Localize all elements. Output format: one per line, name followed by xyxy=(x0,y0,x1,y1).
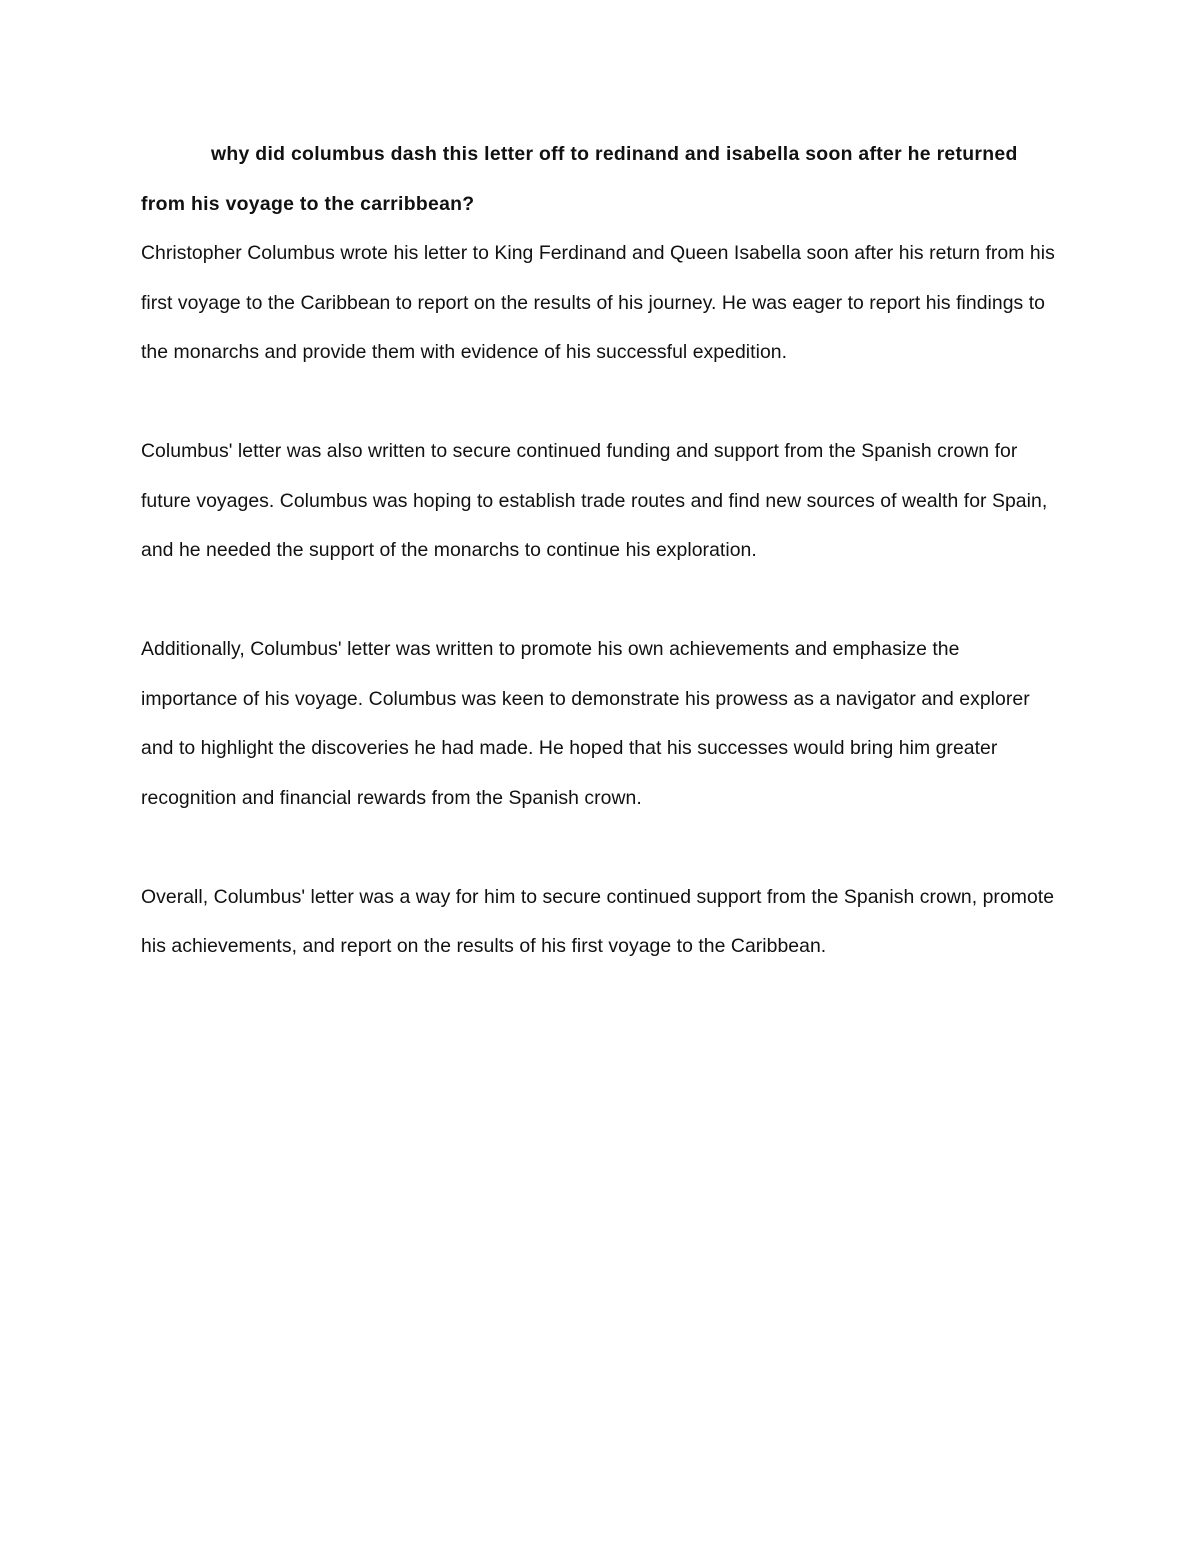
answer-paragraph-4: Overall, Columbus' letter was a way for him to secure continued support from the Spanish crown, promote his achievements, and report on the results of his first voyage to the Caribbean. xyxy=(141,885,1055,957)
answer-paragraph-1: Christopher Columbus wrote his letter to King Ferdinand and Queen Isabella soon after his return from his first voyage to the Caribbean to report on the results of his journey. He was eager to report his findings to the monarchs and provide them with evidence of his successful expedition. xyxy=(141,242,1055,363)
answer-paragraph-3: Additionally, Columbus' letter was written to promote his own achievements and emphasize the importance of his voyage. Columbus was keen to demonstrate his prowess as a navigator and explorer and to highlight the discoveries he had made. He hoped that his successes would bring him greater recognition and financial rewards from the Spanish crown. xyxy=(141,638,1030,809)
document-body xyxy=(141,130,1061,1021)
question-heading: why did columbus dash this letter off to redinand and isabella soon after he returned from his voyage to the carribbean? xyxy=(141,143,1018,215)
answer-paragraph-2: Columbus' letter was also written to secure continued funding and support from the Spanish crown for future voyages. Columbus was hoping to establish trade routes and find new sources of wealth for Spain, and he needed the support of the monarchs to continue his exploration. xyxy=(141,440,1048,561)
